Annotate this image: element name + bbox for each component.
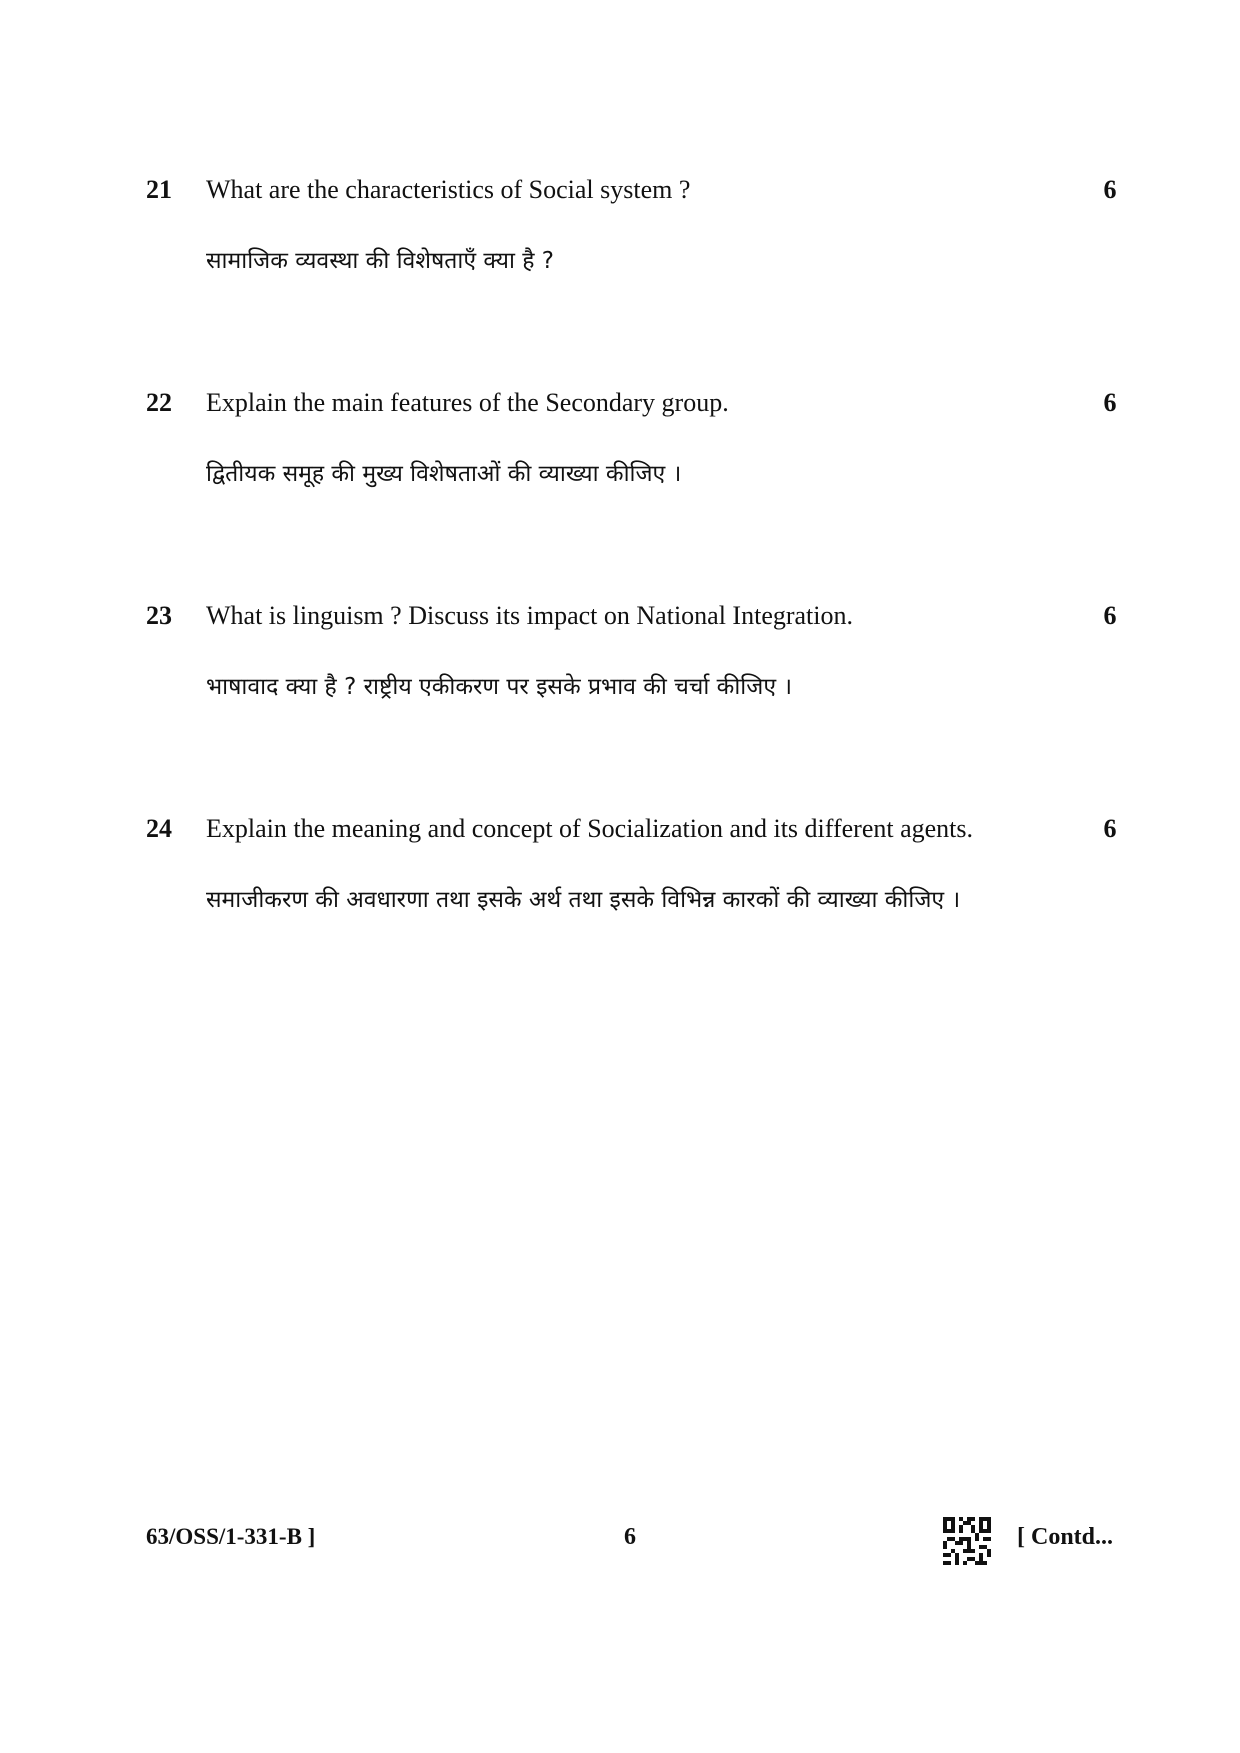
question-text-hindi: समाजीकरण की अवधारणा तथा इसके अर्थ तथा इसके विभिन्न कारकों की व्याख्या कीजिए ।: [206, 887, 961, 913]
paper-code: 63/OSS/1-331-B ]: [146, 1524, 316, 1549]
question-text-hindi: द्वितीयक समूह की मुख्य विशेषताओं की व्याख्या कीजिए ।: [206, 461, 682, 487]
question-text-hindi: भाषावाद क्या है ? राष्ट्रीय एकीकरण पर इसके प्रभाव की चर्चा कीजिए ।: [206, 674, 793, 700]
question-text-english: What is linguism ? Discuss its impact on National Integration.: [206, 601, 854, 630]
question-number: 23: [146, 601, 172, 630]
question-text-english: Explain the main features of the Secondary group.: [206, 388, 729, 417]
question-marks: 6: [1103, 388, 1117, 417]
continued-label: [ Contd...: [1017, 1524, 1114, 1550]
page-number: 6: [624, 1524, 636, 1550]
question-marks: 6: [1103, 814, 1117, 843]
question-text-english: What are the characteristics of Social system ?: [206, 175, 691, 204]
question-text-english: Explain the meaning and concept of Socialization and its different agents.: [206, 814, 973, 843]
question-24: [0, 812, 1240, 932]
question-number: 22: [146, 388, 172, 417]
question-text-hindi: सामाजिक व्यवस्था की विशेषताएँ क्या है ?: [206, 248, 555, 274]
question-marks: 6: [1103, 601, 1117, 630]
question-21: [0, 173, 1240, 293]
question-23: [0, 599, 1240, 719]
question-22: [0, 386, 1240, 506]
qr-code-icon: [943, 1517, 991, 1565]
question-number: 21: [146, 175, 172, 204]
question-marks: 6: [1103, 175, 1117, 204]
question-number: 24: [146, 814, 172, 843]
